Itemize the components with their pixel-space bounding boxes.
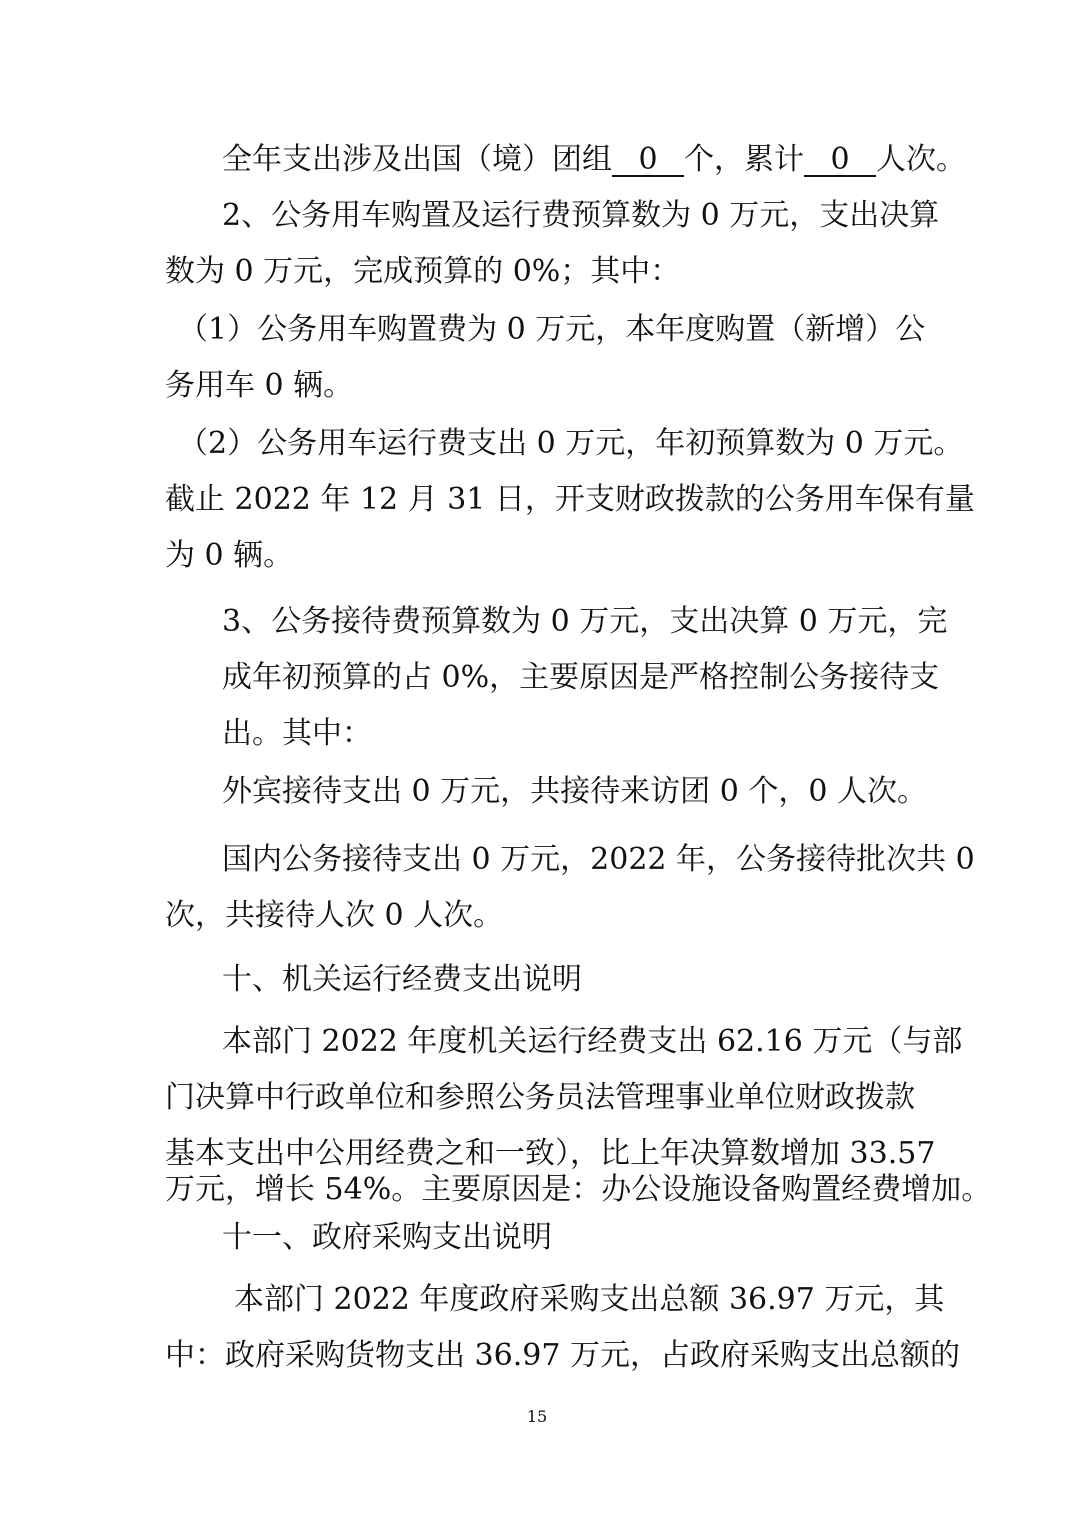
heading-11: 十一、政府采购支出说明: [222, 1220, 552, 1255]
line-8: 为 0 辆。: [165, 538, 294, 573]
blank-groups-count: 0: [612, 145, 684, 177]
line-5: 务用车 0 辆。: [165, 368, 354, 403]
line-22: 中：政府采购货物支出 36.97 万元，占政府采购支出总额的: [165, 1338, 960, 1373]
line-11: 出。其中：: [222, 716, 372, 751]
line-4: （1）公务用车购置费为 0 万元，本年度购置（新增）公: [178, 312, 926, 347]
line-18: 基本支出中公用经费之和一致），比上年决算数增加 33.57: [165, 1136, 936, 1171]
line-3: 数为 0 万元，完成预算的 0%；其中：: [165, 254, 681, 289]
heading-10: 十、机关运行经费支出说明: [222, 962, 582, 997]
blank-person-count: 0: [804, 145, 876, 177]
line-6: （2）公务用车运行费支出 0 万元，年初预算数为 0 万元。: [178, 426, 964, 461]
line-17: 门决算中行政单位和参照公务员法管理事业单位财政拨款: [165, 1080, 915, 1115]
line-12: 外宾接待支出 0 万元，共接待来访团 0 个，0 人次。: [222, 774, 927, 809]
page-number: 15: [526, 1407, 548, 1426]
line-7: 截止 2022 年 12 月 31 日，开支财政拨款的公务用车保有量: [165, 482, 975, 517]
line-16: 本部门 2022 年度机关运行经费支出 62.16 万元（与部: [222, 1024, 963, 1059]
line-1-text-e: 人次。: [876, 142, 966, 177]
line-1-text-c: 个，累计: [684, 142, 804, 177]
line-21: 本部门 2022 年度政府采购支出总额 36.97 万元，其: [234, 1282, 945, 1317]
line-10: 成年初预算的占 0%，主要原因是严格控制公务接待支: [222, 660, 940, 695]
line-1: [222, 140, 966, 180]
line-9: 3、公务接待费预算数为 0 万元，支出决算 0 万元，完: [222, 604, 948, 639]
line-14: 次，共接待人次 0 人次。: [165, 898, 504, 933]
line-1-text-a: 全年支出涉及出国（境）团组: [222, 142, 612, 177]
line-19: 万元，增长 54%。主要原因是：办公设施设备购置经费增加。: [165, 1172, 992, 1207]
line-2: 2、公务用车购置及运行费预算数为 0 万元，支出决算: [222, 198, 940, 233]
line-13: 国内公务接待支出 0 万元，2022 年，公务接待批次共 0: [222, 842, 975, 877]
